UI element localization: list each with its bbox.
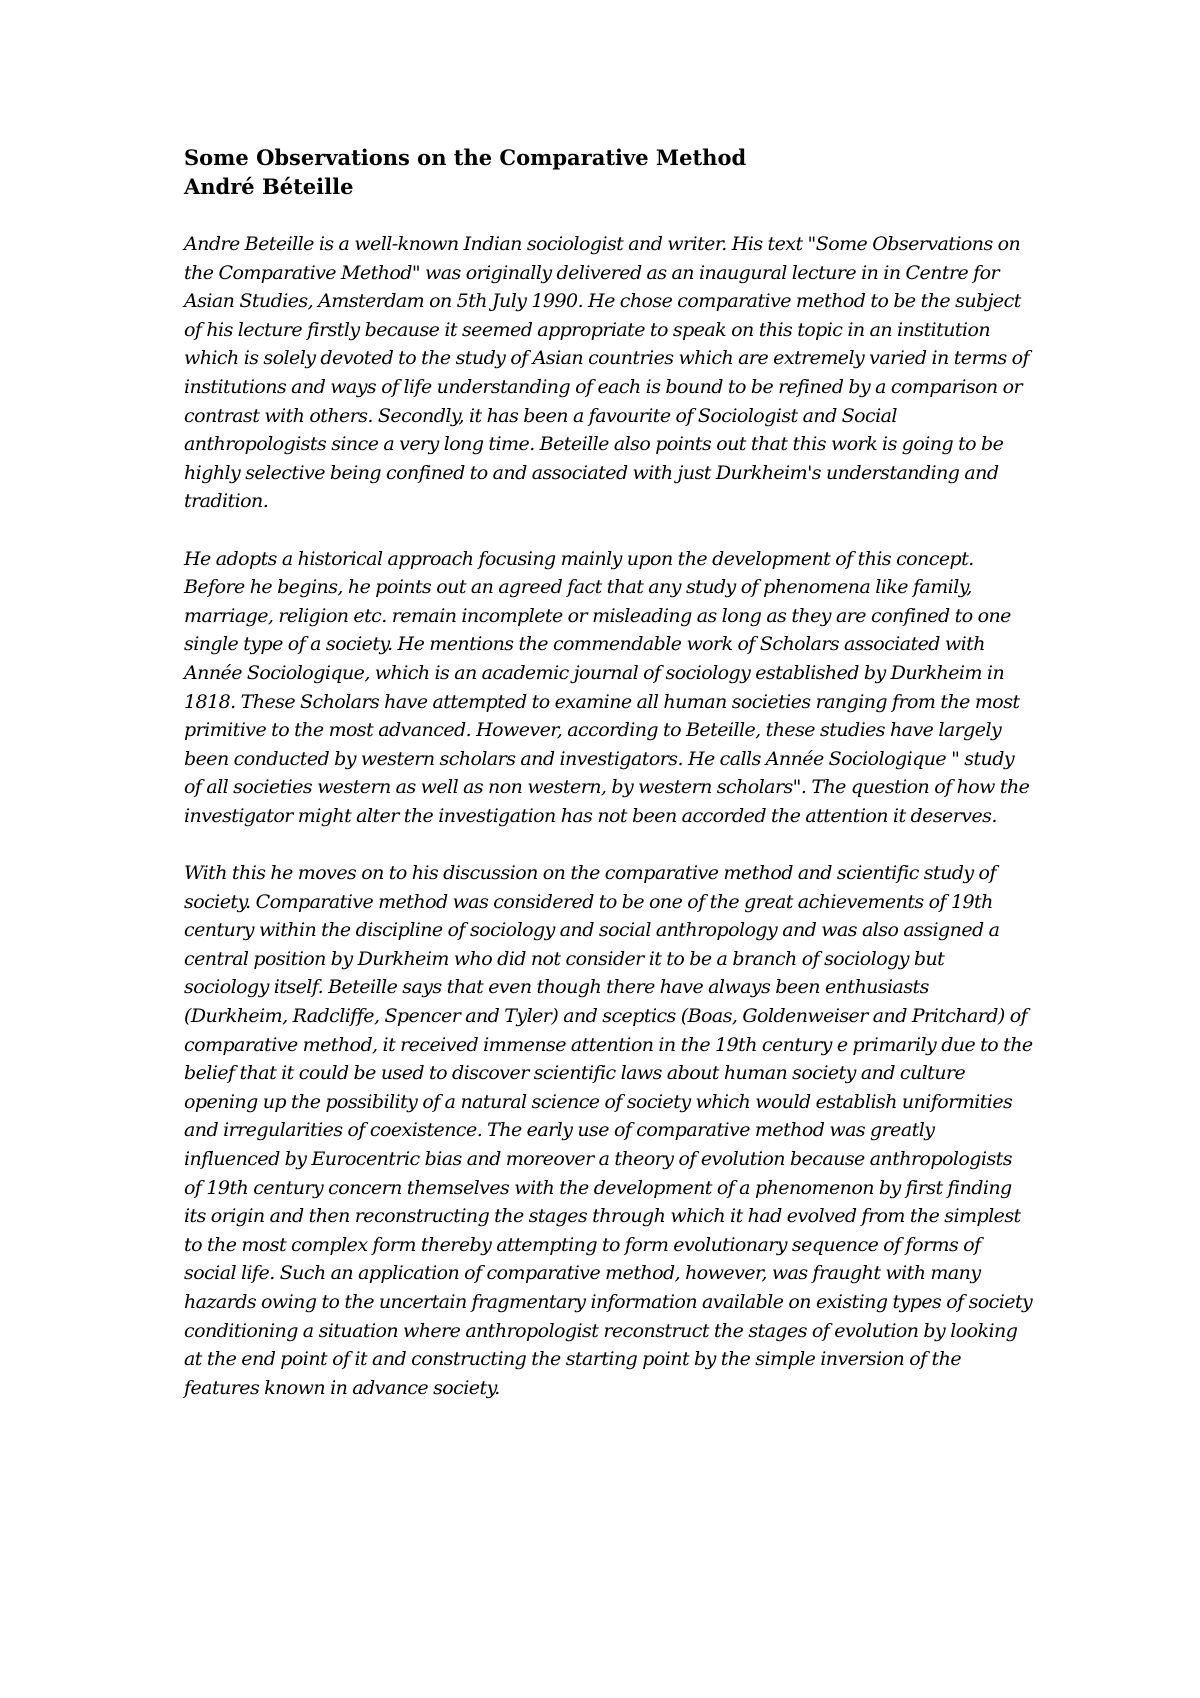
paragraph-3: With this he moves on to his discussion on the comparative method and scientific study of society. Comparative method was considered to be one of the great achievements of 19th century within the discipline of sociology and social anthropology and was also assigned a central position by Durkheim who did not consider it to be a branch of sociology but sociology itself. Beteille says that even though there have always been enthusiasts (Durkheim, Radcliffe, Spencer and Tyler) and sceptics (Boas, Goldenweiser and Pritchard) of comparative method, it received immense attention in the 19th century e primarily due to the belief that it could be used to discover scientific laws about human society and culture opening up the possibility of a natural science of society which would establish uniformities and irregularities of coexistence. The early use of comparative method was greatly influenced by Eurocentric bias and moreover a theory of evolution because anthropologists of 19th century concern themselves with the development of a phenomenon by first finding its origin and then reconstructing the stages through which it had evolved from the simplest to the most complex form thereby attempting to form evolutionary sequence of forms of social life. Such an application of comparative method, however, was fraught with many hazards owing to the uncertain fragmentary information available on existing types of society conditioning a situation where anthropologist reconstruct the stages of evolution by looking at the end point of it and constructing the starting point by the simple inversion of the features known in advance society. (184, 862, 1033, 1399)
document-title: Some Observations on the Comparative Method (184, 145, 747, 170)
document-author: André Béteille (184, 174, 354, 199)
document-page (184, 143, 1034, 1431)
paragraph-2: He adopts a historical approach focusing mainly upon the development of this concept. Before he begins, he points out an agreed fact that any study of phenomena like family, marriage, religion etc. remain incomplete or misleading as long as they are confined to one single type of a society. He mentions the commendable work of Scholars associated with Année Sociologique, which is an academic journal of sociology established by Durkheim in 1818. These Scholars have attempted to examine all human societies ranging from the most primitive to the most advanced. However, according to Beteille, these studies have largely been conducted by western scholars and investigators. He calls Année Sociologique " study of all societies western as well as non western, by western scholars". The question of how the investigator might alter the investigation has not been accorded the attention it deserves. (184, 547, 1030, 827)
paragraph-1: Andre Beteille is a well-known Indian sociologist and writer. His text "Some Observations on the Comparative Method" was originally delivered as an inaugural lecture in in Centre for Asian Studies, Amsterdam on 5th July 1990. He chose comparative method to be the subject of his lecture firstly because it seemed appropriate to speak on this topic in an institution which is solely devoted to the study of Asian countries which are extremely varied in terms of institutions and ways of life understanding of each is bound to be refined by a comparison or contrast with others. Secondly, it has been a favourite of Sociologist and Social anthropologists since a very long time. Beteille also points out that this work is going to be highly selective being confined to and associated with just Durkheim's understanding and tradition. (184, 233, 1030, 513)
